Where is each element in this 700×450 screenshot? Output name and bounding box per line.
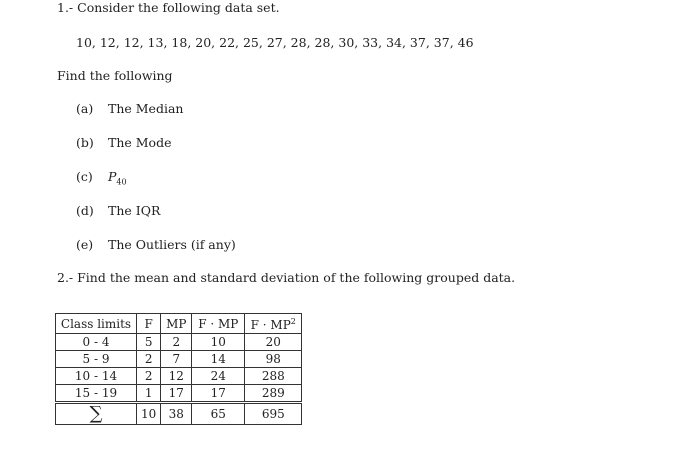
data-set: 10, 12, 12, 13, 18, 20, 22, 25, 27, 28, 28, 30, 33, 34, 37, 37, 46 [76,35,474,50]
header-mp: MP [161,314,192,334]
table-row [56,368,302,385]
item-label: (b) [76,135,94,150]
item-text: The Median [108,101,184,116]
item-text: The Outliers (if any) [108,237,236,252]
item-label: (e) [76,237,94,252]
question-1-heading: 1.- Consider the following data set. [57,0,280,15]
cell-f-mp: 10 [192,334,245,351]
cell-f-mp-squared: 288 [245,368,302,385]
item-text: The IQR [108,203,161,218]
sum-f-mp-squared: 695 [245,403,302,425]
table-sum-row [56,403,302,425]
header-f-mp: F · MP [192,314,245,334]
table-row [56,351,302,368]
item-d [76,203,160,218]
cell-class-limits: 5 - 9 [56,351,137,368]
cell-mp: 12 [161,368,192,385]
cell-f-mp-squared: 98 [245,351,302,368]
percentile-symbol: $P_{40}$ [108,169,127,187]
question-2-heading: 2.- Find the mean and standard deviation of the following grouped data. [57,270,516,285]
grouped-data-table [55,313,302,425]
table-row [56,334,302,351]
table-header-row [56,314,302,334]
cell-f-mp-squared: 289 [245,385,302,403]
item-label: (c) [76,169,93,184]
header-class-limits: Class limits [56,314,137,334]
question-1-instruction: Find the following [57,68,173,83]
item-a [76,101,183,116]
cell-class-limits: 15 - 19 [56,385,137,403]
item-b [76,135,171,150]
sum-f: 10 [137,403,161,425]
cell-f: 2 [137,351,161,368]
cell-mp: 17 [161,385,192,403]
table-row [56,385,302,403]
header-f: F [137,314,161,334]
cell-class-limits: 10 - 14 [56,368,137,385]
cell-f: 5 [137,334,161,351]
item-label: (a) [76,101,94,116]
sum-mp: 38 [161,403,192,425]
summation-symbol: ∑ [56,403,137,425]
cell-class-limits: 0 - 4 [56,334,137,351]
cell-mp: 2 [161,334,192,351]
cell-f: 2 [137,368,161,385]
item-text: The Mode [108,135,172,150]
cell-f: 1 [137,385,161,403]
item-label: (d) [76,203,94,218]
cell-f-mp-squared: 20 [245,334,302,351]
cell-mp: 7 [161,351,192,368]
header-f-mp-squared: $F \cdot MP^2$ [245,314,302,334]
cell-f-mp: 14 [192,351,245,368]
item-e [76,237,236,252]
cell-f-mp: 17 [192,385,245,403]
sum-f-mp: 65 [192,403,245,425]
item-c [76,169,127,187]
cell-f-mp: 24 [192,368,245,385]
